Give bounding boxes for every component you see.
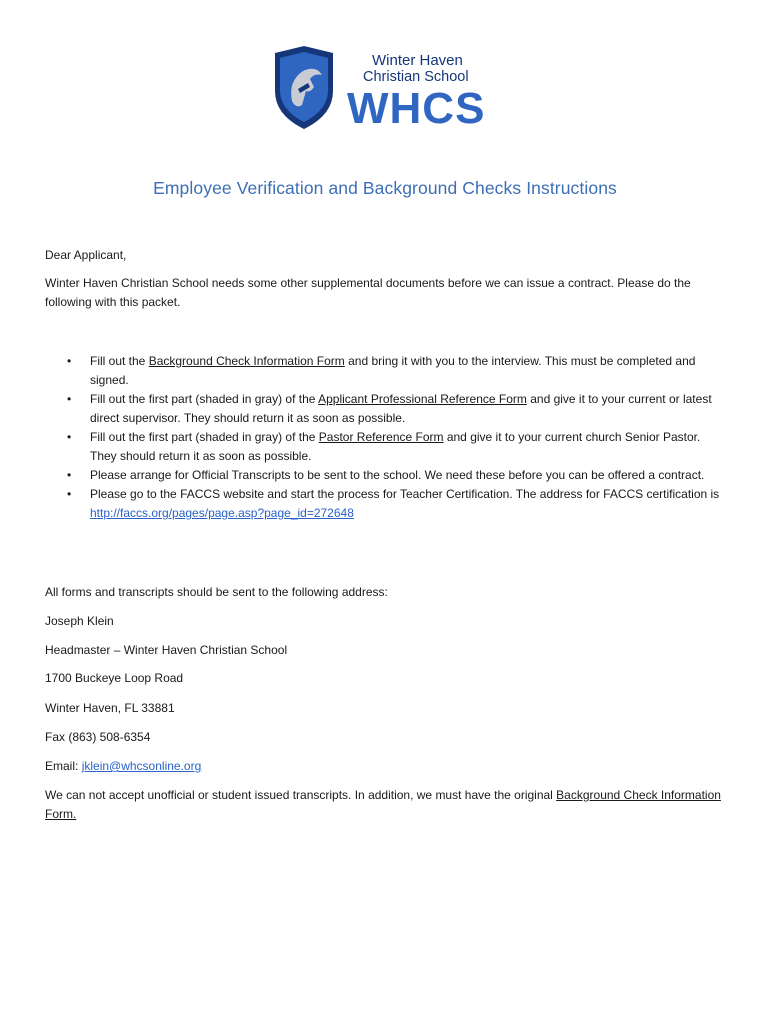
logo-line1: Winter Haven [372,52,463,69]
school-logo [270,43,502,133]
greeting: Dear Applicant, [45,248,127,262]
intro-paragraph: Winter Haven Christian School needs some other supplemental documents before we can issue a contract. Please do the following with this packet. [45,276,691,309]
page-title: Employee Verification and Background Checks Instructions [153,178,617,198]
professional-reference-form-ref: Applicant Professional Reference Form [318,392,527,406]
contact-name: Joseph Klein [45,614,114,628]
closing-paragraph: We can not accept unofficial or student issued transcripts. In addition, we must have the original Background Check Information Form. [45,788,721,821]
faccs-link[interactable]: http://faccs.org/pages/page.asp?page_id=272648 [90,506,354,520]
whcs-logo-graphic [270,43,502,133]
bullet-icon: • [67,392,72,406]
contact-role: Headmaster – Winter Haven Christian School [45,643,288,657]
background-check-form-ref-closing: Background Check Information Form. [45,788,721,821]
background-check-form-ref: Background Check Information Form [148,354,345,368]
logo-abbr: WHCS [347,84,486,133]
email-link[interactable]: jklein@whcsonline.org [81,759,202,773]
bullet-icon: • [67,430,72,444]
city-state-zip: Winter Haven, FL 33881 [45,701,175,715]
list-item: • Fill out the first part (shaded in gray) of the Applicant Professional Reference Form and give it to your current or latest direct supervisor. They should return it as soon as possible. [67,392,712,425]
fax-number: Fax (863) 508-6354 [45,730,151,744]
list-item: • Fill out the Background Check Information Form and bring it with you to the interview. This must be completed and signed. [67,354,696,387]
pastor-reference-form-ref: Pastor Reference Form [318,430,444,444]
street-address: 1700 Buckeye Loop Road [45,671,184,685]
list-item: • Fill out the first part (shaded in gray) of the Pastor Reference Form and give it to your current church Senior Pastor. They should return it as soon as possible. [67,430,701,463]
logo-line2: Christian School [363,69,469,85]
list-item: • Please go to the FACCS website and start the process for Teacher Certification. The address for FACCS certification is http://faccs.org/pages/page.asp?page_id=272648 [67,487,720,520]
instructions-list [45,352,725,523]
list-item: • Please arrange for Official Transcripts to be sent to the school. We need these before you can be offered a contract. [45,466,725,485]
address-intro: All forms and transcripts should be sent to the following address: [45,585,388,599]
bullet-icon: • [67,487,72,501]
email-line: Email: jklein@whcsonline.org [45,759,202,773]
bullet-icon: • [67,468,72,482]
bullet-icon: • [67,354,72,368]
